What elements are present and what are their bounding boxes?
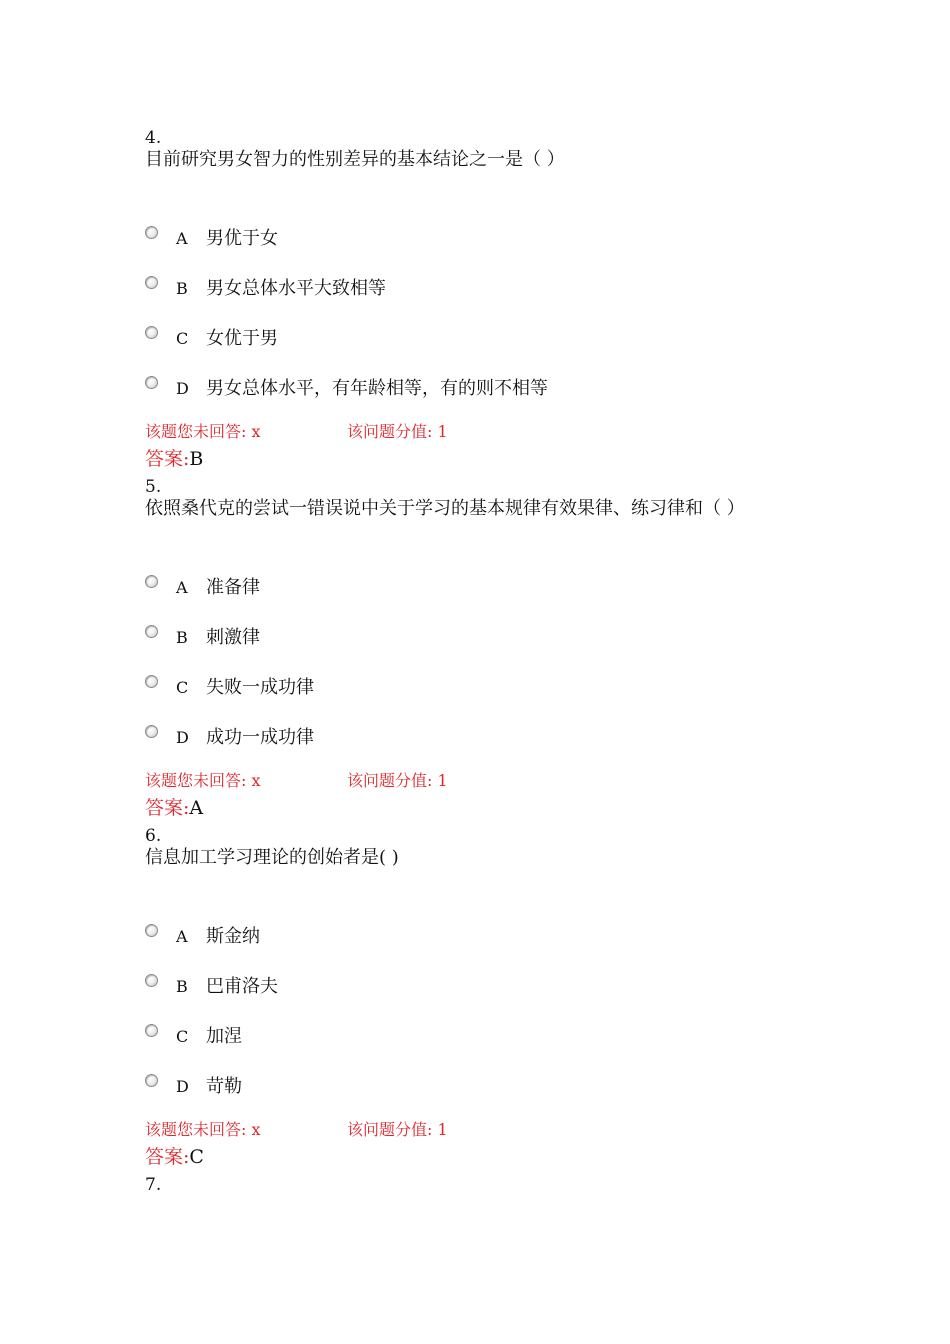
option-text: 男优于女 (206, 228, 278, 249)
question-number: 5. (145, 477, 162, 497)
radio-button-icon[interactable] (145, 675, 158, 688)
question-6 (145, 826, 905, 1169)
option-b[interactable] (145, 625, 905, 675)
option-text: 男女总体水平，有年龄相等，有的则不相等 (206, 378, 548, 399)
option-c[interactable] (145, 1024, 905, 1074)
question-number: 6. (145, 826, 162, 846)
radio-button-icon[interactable] (145, 226, 158, 239)
unanswered-status: 该题您未回答: x (145, 1120, 261, 1139)
option-letter: C (176, 1027, 189, 1046)
question-5 (145, 477, 905, 820)
option-b[interactable] (145, 974, 905, 1024)
answer-label: 答案: (145, 448, 190, 470)
option-letter: A (176, 578, 188, 597)
correct-answer (145, 1145, 905, 1169)
option-letter: B (176, 628, 188, 647)
radio-button-icon[interactable] (145, 974, 158, 987)
option-text: 斯金纳 (206, 926, 260, 947)
question-text: 依照桑代克的尝试一错误说中关于学习的基本规律有效果律、练习律和（ ） (145, 498, 745, 519)
option-letter: A (176, 229, 188, 248)
correct-answer (145, 447, 905, 471)
option-text: 失败一成功律 (206, 677, 314, 698)
option-letter: B (176, 977, 188, 996)
option-list (145, 924, 905, 1124)
option-d[interactable] (145, 725, 905, 775)
option-text: 加涅 (206, 1026, 242, 1047)
answer-label: 答案: (145, 1146, 190, 1168)
radio-button-icon[interactable] (145, 625, 158, 638)
option-letter: A (176, 927, 188, 946)
question-text: 信息加工学习理论的创始者是( ) (145, 847, 399, 868)
answer-value: C (189, 1146, 204, 1168)
unanswered-status: 该题您未回答: x (145, 771, 261, 790)
answer-status (145, 770, 905, 796)
radio-button-icon[interactable] (145, 924, 158, 937)
option-c[interactable] (145, 675, 905, 725)
answer-status (145, 421, 905, 447)
option-letter: D (176, 1077, 189, 1096)
option-a[interactable] (145, 575, 905, 625)
option-text: 巴甫洛夫 (206, 976, 278, 997)
option-c[interactable] (145, 326, 905, 376)
option-b[interactable] (145, 276, 905, 326)
radio-button-icon[interactable] (145, 376, 158, 389)
option-letter: D (176, 728, 189, 747)
question-text: 目前研究男女智力的性别差异的基本结论之一是（ ） (145, 149, 565, 170)
answer-value: B (189, 448, 204, 470)
answer-status (145, 1119, 905, 1145)
option-list (145, 575, 905, 775)
question-4 (145, 128, 905, 471)
question-number: 7. (145, 1175, 162, 1195)
radio-button-icon[interactable] (145, 276, 158, 289)
correct-answer (145, 796, 905, 820)
option-letter: C (176, 329, 189, 348)
option-a[interactable] (145, 226, 905, 276)
option-text: 刺激律 (206, 627, 260, 648)
option-text: 女优于男 (206, 328, 278, 349)
radio-button-icon[interactable] (145, 575, 158, 588)
radio-button-icon[interactable] (145, 1074, 158, 1087)
unanswered-status: 该题您未回答: x (145, 422, 261, 441)
radio-button-icon[interactable] (145, 725, 158, 738)
answer-label: 答案: (145, 797, 190, 819)
radio-button-icon[interactable] (145, 1024, 158, 1037)
question-number: 4. (145, 128, 162, 148)
option-letter: D (176, 379, 189, 398)
option-letter: C (176, 678, 189, 697)
option-text: 苛勒 (206, 1076, 242, 1097)
option-d[interactable] (145, 1074, 905, 1124)
option-list (145, 226, 905, 426)
option-text: 男女总体水平大致相等 (206, 278, 386, 299)
question-7 (145, 1175, 905, 1195)
option-a[interactable] (145, 924, 905, 974)
option-letter: B (176, 279, 188, 298)
score-value: 该问题分值: 1 (347, 422, 448, 441)
option-d[interactable] (145, 376, 905, 426)
score-value: 该问题分值: 1 (347, 771, 448, 790)
option-text: 准备律 (206, 577, 260, 598)
option-text: 成功一成功律 (206, 727, 314, 748)
radio-button-icon[interactable] (145, 326, 158, 339)
score-value: 该问题分值: 1 (347, 1120, 448, 1139)
answer-value: A (189, 797, 204, 819)
